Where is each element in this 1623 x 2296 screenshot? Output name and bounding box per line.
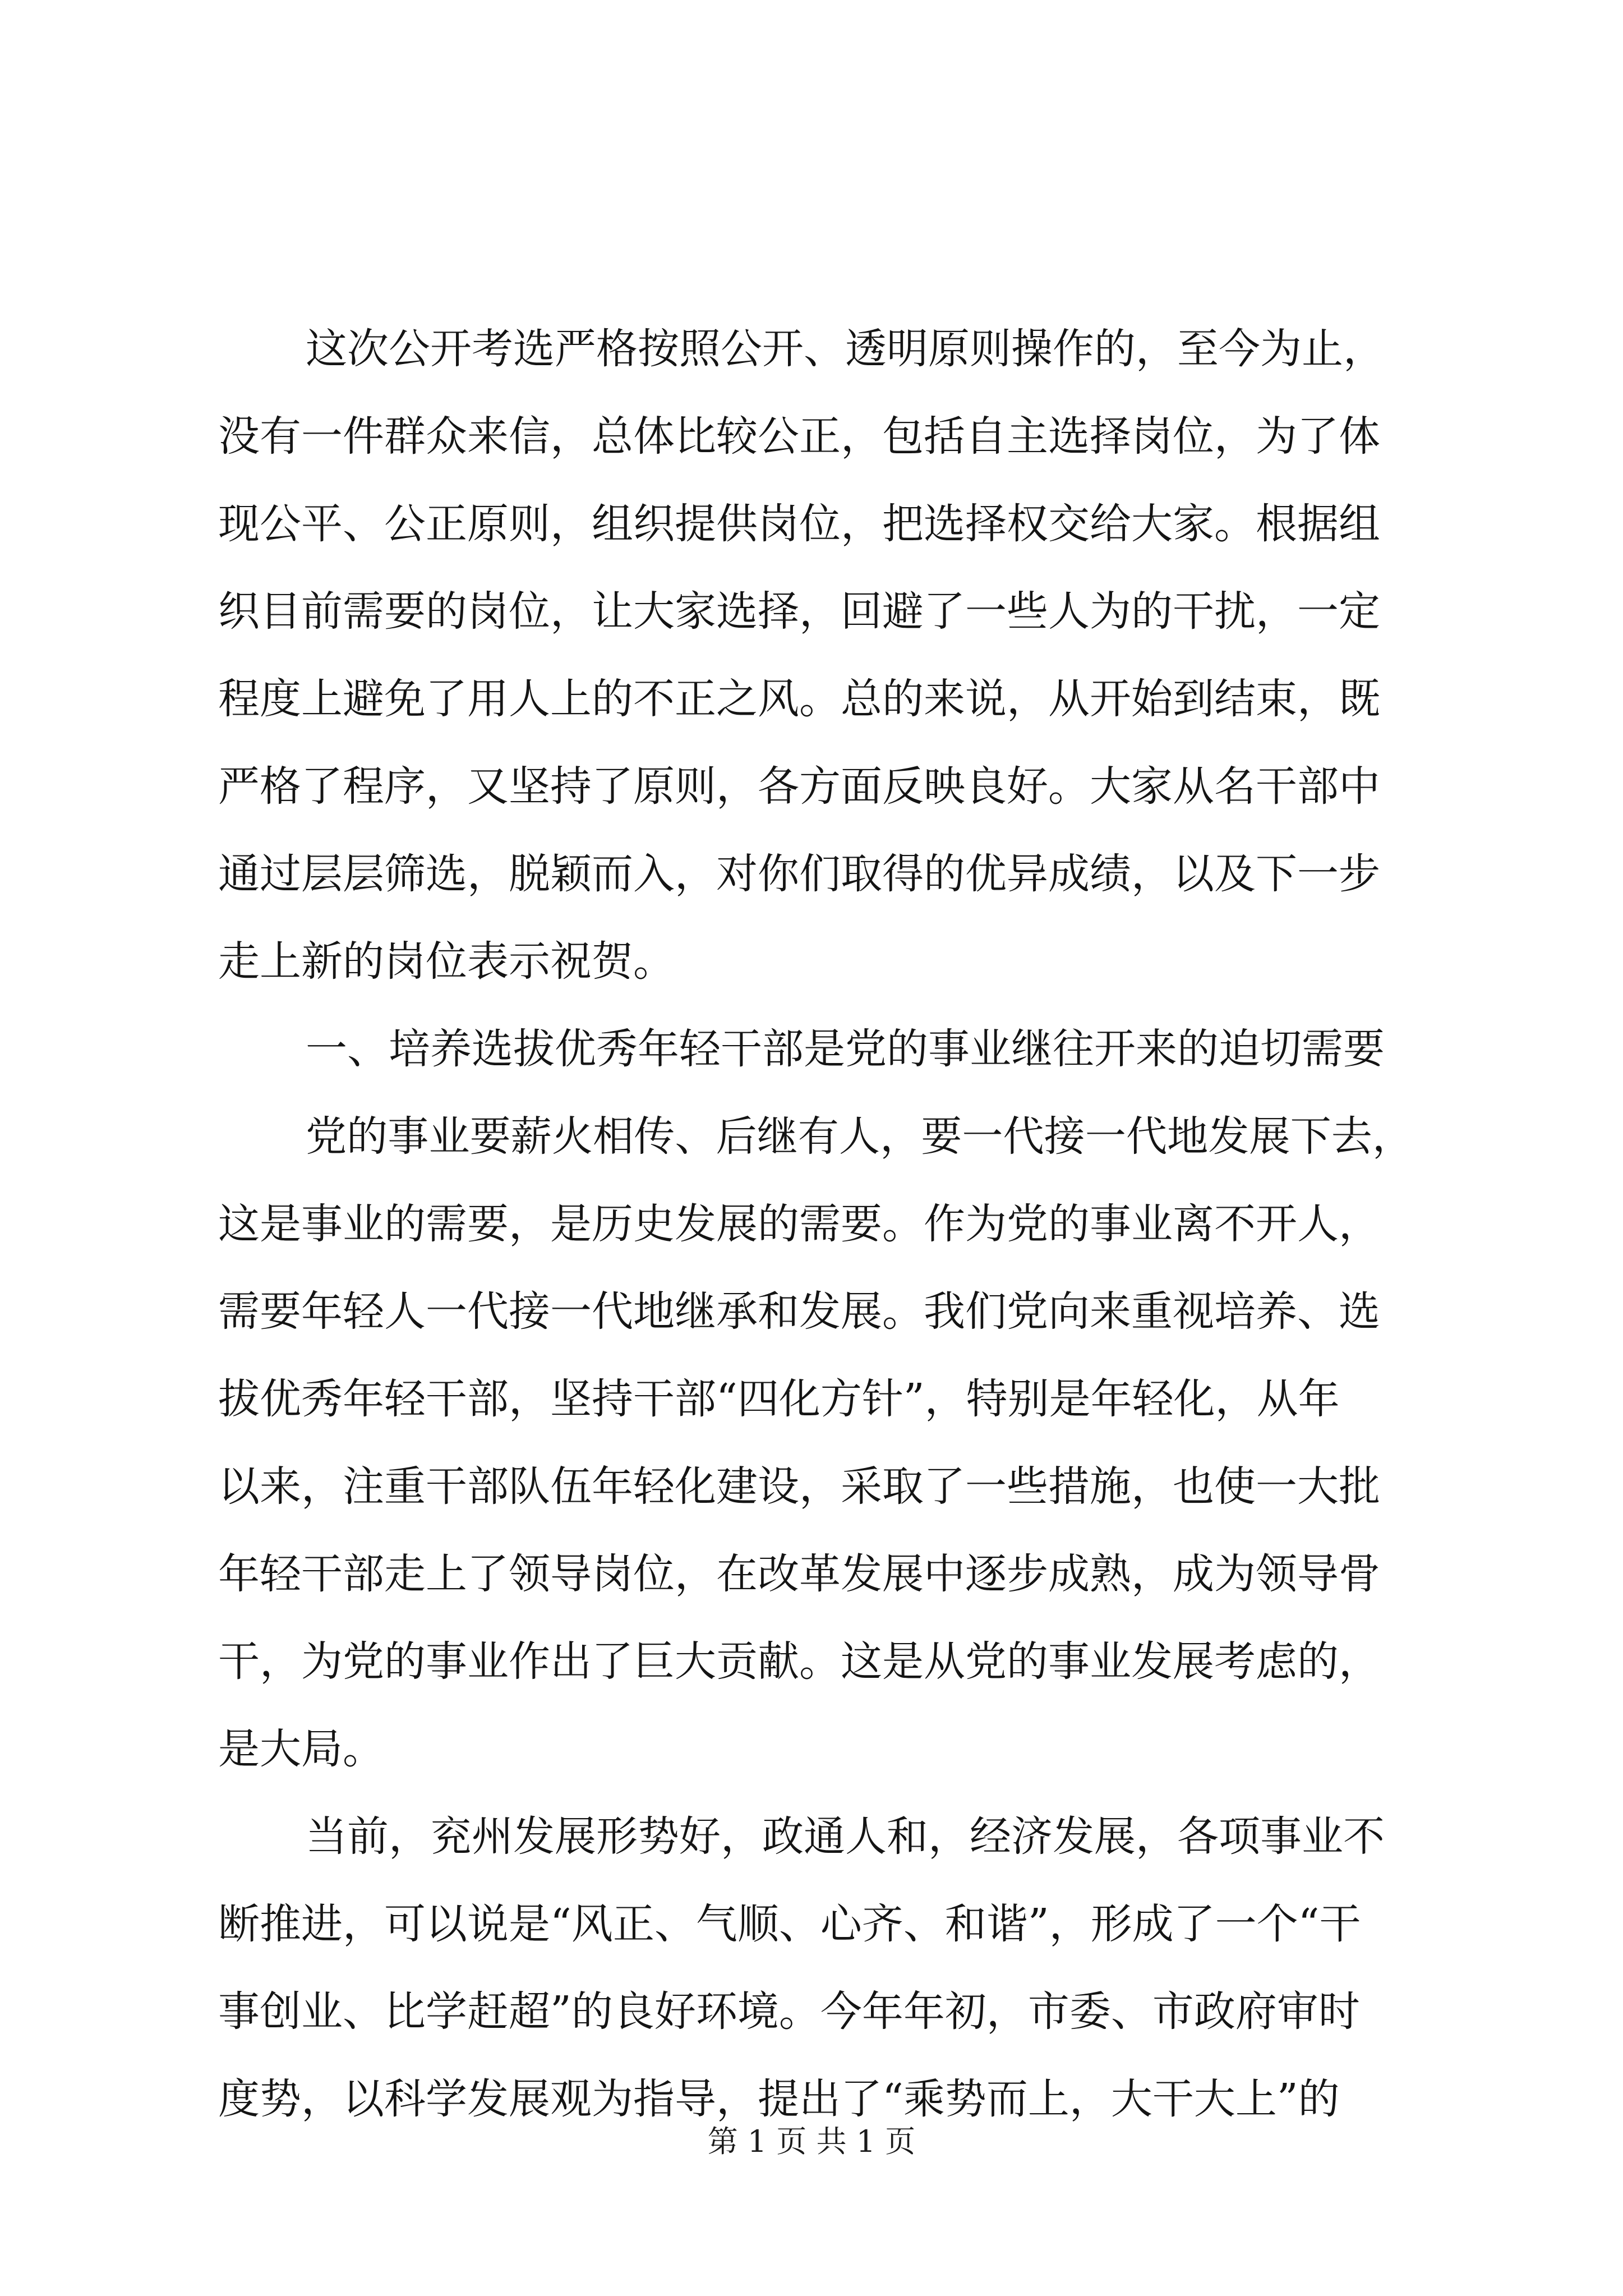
paragraph-line: 度势，以科学发展观为指导，提出了“乘势而上，大干大上”的 xyxy=(218,2075,1340,2123)
paragraph-line: 需要年轻人一代接一代地继承和发展。我们党向来重视培养、选 xyxy=(218,1287,1380,1336)
paragraph-line: 以来，注重干部队伍年轻化建设，采取了一些措施，也使一大批 xyxy=(218,1462,1380,1511)
paragraph-line: 程度上避免了用人上的不正之风。总的来说，从开始到结束，既 xyxy=(218,675,1380,723)
page-footer: 第 1 页 共 1 页 xyxy=(707,2124,916,2159)
paragraph-line: 拔优秀年轻干部，坚持干部“四化方针”，特别是年轻化，从年 xyxy=(218,1375,1340,1423)
paragraph-line: 事创业、比学赶超”的良好环境。今年年初，市委、市政府审时 xyxy=(218,1987,1360,2036)
paragraph-line: 这次公开考选严格按照公开、透明原则操作的，至今为止， xyxy=(306,325,1385,373)
paragraph-line: 走上新的岗位表示祝贺。 xyxy=(218,937,675,986)
paragraph-line: 这是事业的需要，是历史发展的需要。作为党的事业离不开人， xyxy=(218,1200,1380,1248)
paragraph-line: 通过层层筛选，脱颖而入，对你们取得的优异成绩，以及下一步 xyxy=(218,850,1380,898)
paragraph-line: 严格了程序，又坚持了原则，各方面反映良好。大家从名干部中 xyxy=(218,762,1380,811)
paragraph-line: 现公平、公正原则，组织提供岗位，把选择权交给大家。根据组 xyxy=(218,500,1380,548)
paragraph-line: 当前，兖州发展形势好，政通人和，经济发展，各项事业不 xyxy=(306,1812,1385,1861)
paragraph-line: 断推进，可以说是“风正、气顺、心齐、和谐”，形成了一个“干 xyxy=(218,1900,1361,1948)
section-heading: 一、培养选拔优秀年轻干部是党的事业继往开来的迫切需要 xyxy=(306,1025,1385,1073)
paragraph-line: 是大局。 xyxy=(218,1725,384,1773)
paragraph-line: 干，为党的事业作出了巨大贡献。这是从党的事业发展考虑的， xyxy=(218,1637,1380,1686)
paragraph-line: 年轻干部走上了领导岗位，在改革发展中逐步成熟，成为领导骨 xyxy=(218,1550,1380,1598)
paragraph-line: 没有一件群众来信，总体比较公正，包括自主选择岗位，为了体 xyxy=(218,412,1380,461)
paragraph-line: 党的事业要薪火相传、后继有人，要一代接一代地发展下去， xyxy=(306,1112,1414,1161)
paragraph-line: 织目前需要的岗位，让大家选择，回避了一些人为的干扰，一定 xyxy=(218,587,1380,636)
